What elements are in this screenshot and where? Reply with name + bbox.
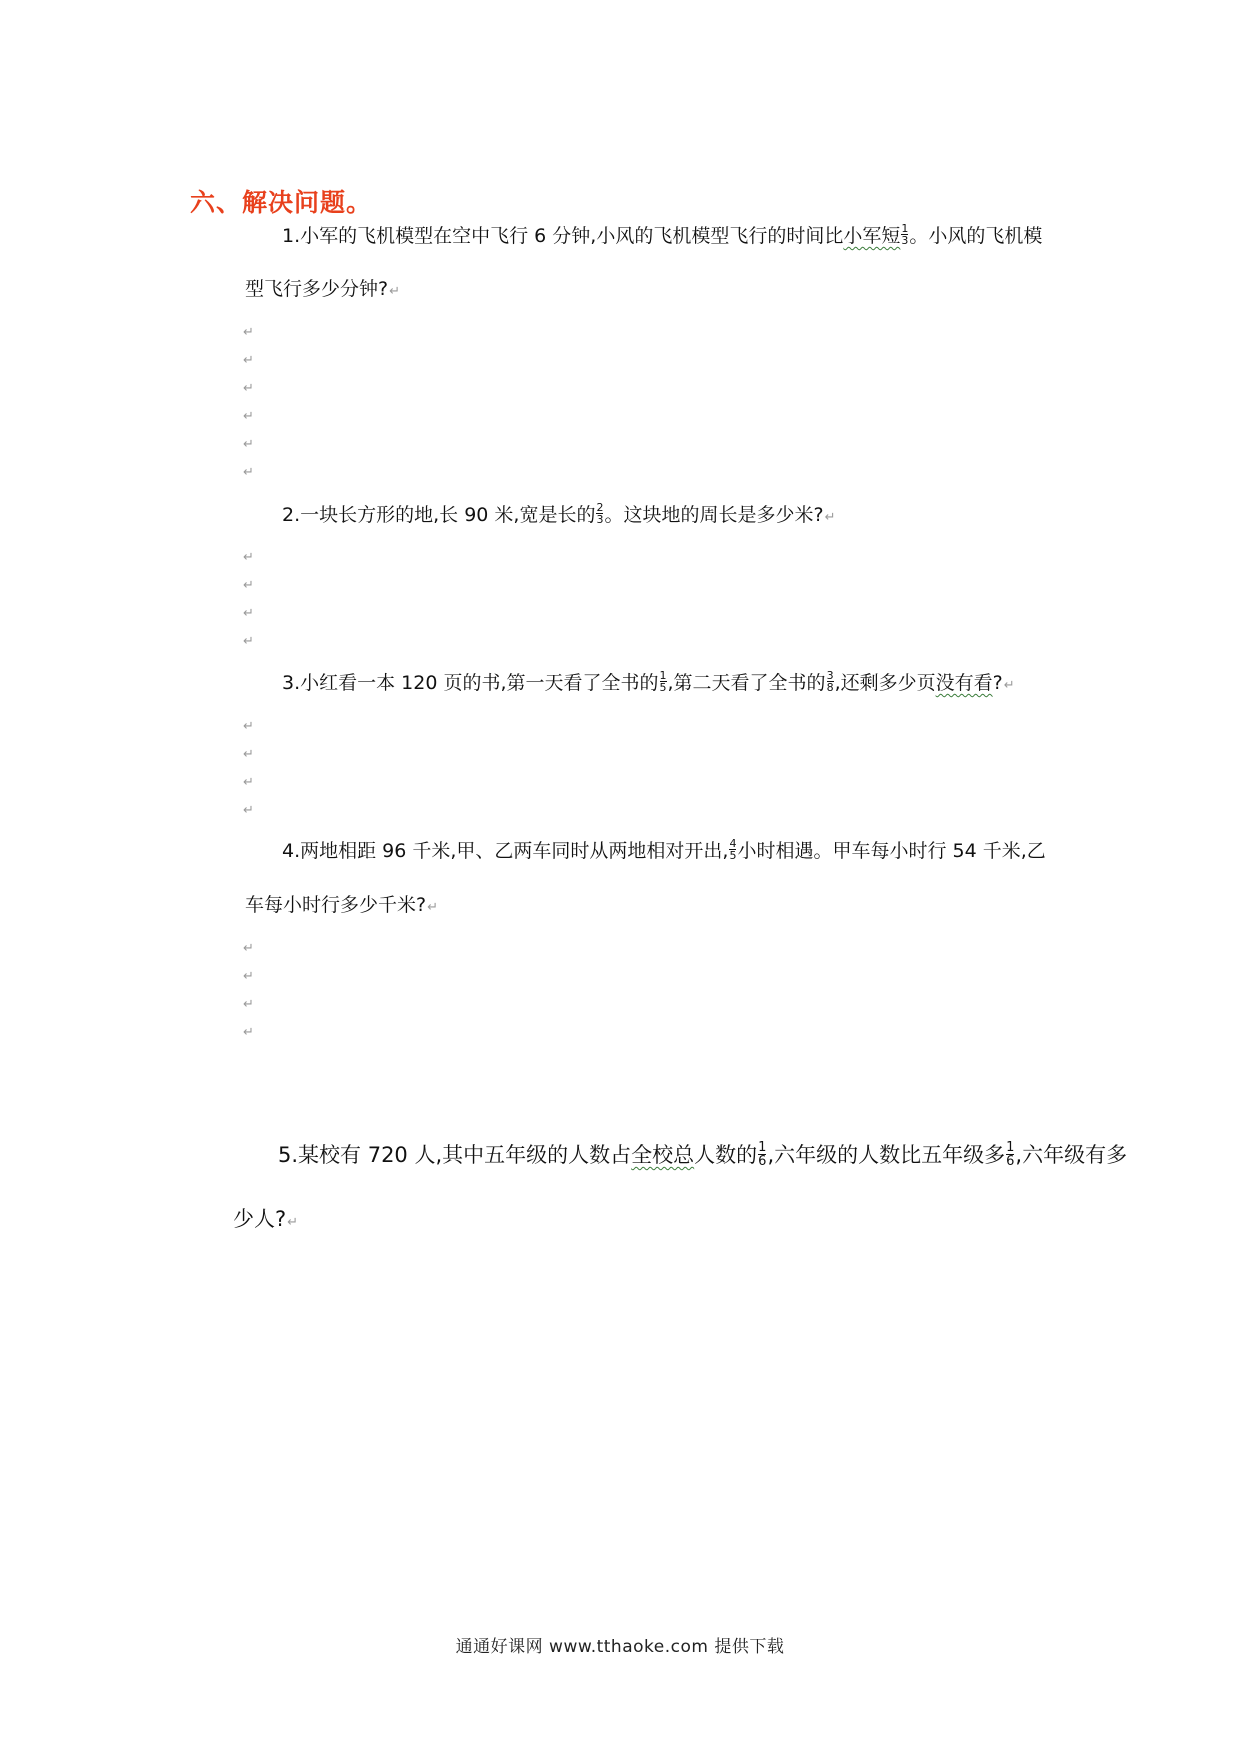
question-4-line-1: 4.两地相距 96 千米,甲、乙两车同时从两地相对开出, $\frac{4}{5}$ 小时相遇。甲车每小时行 54 千米,乙 (282, 837, 1046, 862)
paragraph-mark-icon: ↵ (243, 719, 254, 734)
question-1-wavy-text: 小军短 (843, 225, 901, 247)
question-5-line-1: 5.某校有 720 人,其中五年级的人数占全校总人数的 $\frac{1}{6}$ ,六年级的人数比五年级多 $\frac{1}{6}$ ,六年级有多 (278, 1139, 1128, 1169)
paragraph-mark-icon: ↵ (243, 353, 254, 368)
section-title: 六、解决问题。 (190, 188, 373, 217)
paragraph-mark-icon: ↵ (243, 381, 254, 396)
question-3-wavy-text: 没有看 (935, 672, 993, 694)
paragraph-mark-icon: ↵ (243, 550, 254, 565)
question-5-fraction-1: $\frac{1}{6}$ (758, 1139, 767, 1169)
page-footer: 通通好课网 www.tthaoke.com 提供下载 (455, 1637, 785, 1657)
paragraph-mark-icon: ↵ (427, 900, 438, 915)
paragraph-mark-icon: ↵ (824, 510, 836, 525)
question-3-text: 3.小红看一本 120 页的书,第一天看了全书的 (282, 672, 659, 694)
question-2-line-1 (282, 500, 835, 533)
question-1-text-end: 。小风的飞机模 (909, 225, 1043, 247)
paragraph-mark-icon: ↵ (243, 997, 254, 1012)
paragraph-mark-icon: ↵ (389, 284, 400, 299)
paragraph-mark-icon: ↵ (243, 969, 254, 984)
question-4-text: 4.两地相距 96 千米,甲、乙两车同时从两地相对开出, (282, 840, 729, 862)
question-5-line-2: 少人?↵ (233, 1207, 299, 1231)
question-4-line-2: 车每小时行多少千米?↵ (245, 894, 438, 916)
question-2-fraction: $\frac{2}{3}$ (596, 501, 604, 526)
paragraph-mark-icon: ↵ (243, 325, 254, 340)
question-2-text: 2.一块长方形的地,长 90 米,宽是长的 (282, 504, 596, 526)
question-5-fraction-2: $\frac{1}{6}$ (1006, 1139, 1015, 1169)
paragraph-mark-icon: ↵ (243, 747, 254, 762)
paragraph-mark-icon: ↵ (243, 775, 254, 790)
question-1-line-2: 型飞行多少分钟?↵ (245, 278, 400, 300)
question-1-text: 1.小军的飞机模型在空中飞行 6 分钟,小风的飞机模型飞行的时间比 (282, 225, 844, 247)
paragraph-mark-icon: ↵ (243, 409, 254, 424)
paragraph-mark-icon: ↵ (243, 437, 254, 452)
paragraph-mark-icon: ↵ (243, 634, 254, 649)
paragraph-mark-icon: ↵ (243, 803, 254, 818)
paragraph-mark-icon: ↵ (287, 1215, 299, 1230)
paragraph-mark-icon: ↵ (243, 465, 254, 480)
question-5-wavy-text: 全校总 (631, 1143, 695, 1167)
paragraph-mark-icon: ↵ (243, 578, 254, 593)
question-3-fraction-1: $\frac{1}{5}$ (659, 669, 667, 694)
paragraph-mark-icon: ↵ (243, 941, 254, 956)
question-4-fraction: $\frac{4}{5}$ (729, 837, 737, 862)
question-2-text-end: 。这块地的周长是多少米? (604, 504, 824, 526)
paragraph-mark-icon: ↵ (1003, 678, 1015, 693)
question-1-fraction: $\frac{1}{3}$ (901, 222, 909, 247)
question-3-line-1: 3.小红看一本 120 页的书,第一天看了全书的 $\frac{1}{5}$ ,第二天看了全书的 $\frac{3}{8}$ ,还剩多少页没有看?↵ (282, 669, 1015, 694)
question-3-fraction-2: $\frac{3}{8}$ (826, 669, 834, 694)
paragraph-mark-icon: ↵ (243, 1025, 254, 1040)
question-5-text: 5.某校有 720 人,其中五年级的人数占 (278, 1143, 632, 1167)
paragraph-mark-icon: ↵ (243, 606, 254, 621)
question-1-line-1 (282, 221, 1042, 251)
